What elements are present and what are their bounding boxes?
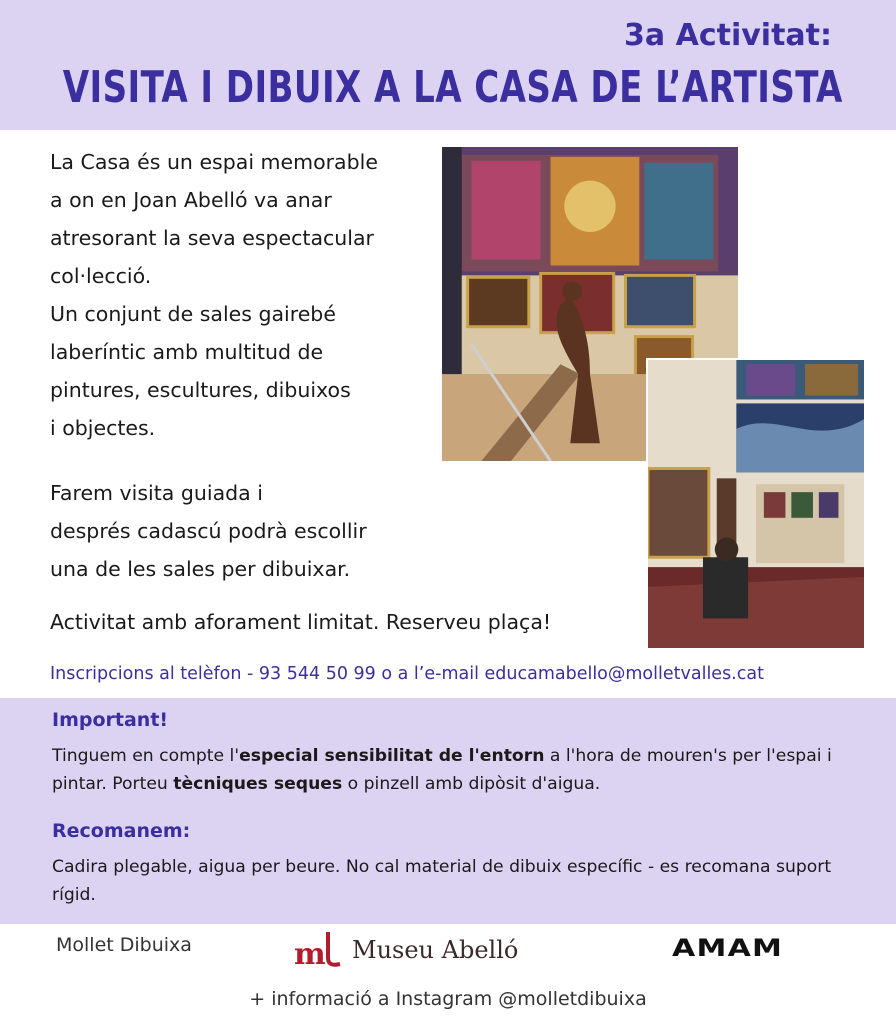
museu-abello-name: Museu Abelló bbox=[352, 936, 519, 964]
amam-logo: AMAM bbox=[672, 934, 784, 962]
intro-line: Un conjunt de sales gairebé bbox=[50, 302, 336, 326]
intro-line: laberíntic amb multitud de bbox=[50, 340, 324, 364]
intro-paragraph bbox=[50, 143, 430, 447]
museu-abello-mark-icon bbox=[294, 928, 342, 972]
important-emphasis-environment: especial sensibilitat de l'entorn bbox=[239, 746, 545, 766]
capacity-notice: Activitat amb aforament limitat. Reserveu plaça! bbox=[50, 610, 552, 634]
important-text-part: Tinguem en compte l' bbox=[52, 746, 240, 766]
important-text bbox=[52, 742, 842, 798]
recommend-heading: Recomanem: bbox=[52, 820, 191, 842]
visit-line: una de les sales per dibuixar. bbox=[50, 557, 351, 581]
visit-line: Farem visita guiada i bbox=[50, 481, 263, 505]
intro-line: i objectes. bbox=[50, 416, 156, 440]
important-text-part: o pinzell amb dipòsit d'aigua. bbox=[342, 774, 601, 794]
intro-line: atresorant la seva espectacular bbox=[50, 226, 374, 250]
important-heading: Important! bbox=[52, 709, 169, 731]
important-emphasis-techniques: tècniques seques bbox=[173, 774, 343, 794]
visit-paragraph bbox=[50, 474, 430, 588]
gallery-room-photo bbox=[646, 358, 866, 650]
activity-number: 3a Activitat: bbox=[624, 18, 832, 53]
visit-line: després cadascú podrà escollir bbox=[50, 519, 367, 543]
important-text-part: a l'hora de mouren's per l'espai i pintar. Porteu bbox=[52, 746, 832, 794]
intro-line: a on en Joan Abelló va anar bbox=[50, 188, 332, 212]
page-title: VISITA I DIBUIX A LA CASA DE L’ARTISTA bbox=[62, 62, 843, 113]
instagram-info: + informació a Instagram @molletdibuixa bbox=[249, 988, 647, 1010]
recommend-text: Cadira plegable, aigua per beure. No cal material de dibuix específic - es recomana suport rígid. bbox=[52, 857, 832, 905]
mollet-dibuixa-label: Mollet Dibuixa bbox=[56, 934, 192, 956]
intro-line: col·lecció. bbox=[50, 264, 152, 288]
intro-line: La Casa és un espai memorable bbox=[50, 150, 378, 174]
museu-abello-logo bbox=[294, 928, 518, 972]
contact-info: Inscripcions al telèfon - 93 544 50 99 o a l’e-mail educamabello@molletvalles.cat bbox=[50, 664, 764, 684]
svg-text:m: m bbox=[294, 937, 326, 972]
intro-line: pintures, escultures, dibuixos bbox=[50, 378, 351, 402]
